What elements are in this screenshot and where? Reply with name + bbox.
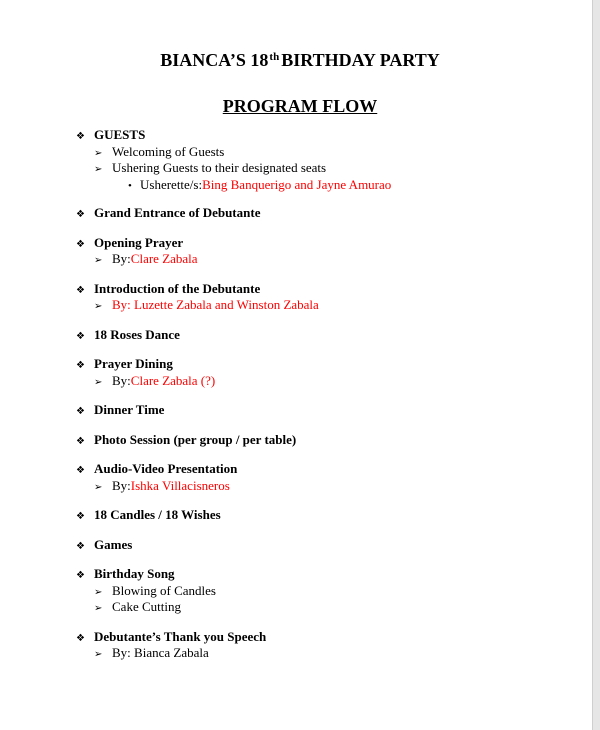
item-title: 18 Roses Dance <box>94 326 180 342</box>
program-item-games <box>76 538 576 555</box>
diamond-bullet-icon: ❖ <box>76 465 85 476</box>
diamond-bullet-icon: ❖ <box>76 632 85 644</box>
item-title: Grand Entrance of Debutante <box>94 205 261 220</box>
dot-bullet-icon: • <box>128 179 132 192</box>
arrow-bullet-icon: ➢ <box>94 586 103 598</box>
diamond-bullet-icon: ❖ <box>76 435 85 447</box>
item-title: Photo Session (per group / per table) <box>94 431 297 447</box>
sub-item: Ushering Guests to their designated seats <box>112 160 327 175</box>
usherette-names: Bing Banquerigo and Jayne Amurao <box>202 176 392 192</box>
item-title: Prayer Dining <box>94 356 173 371</box>
item-title: Audio-Video Presentation <box>94 461 238 476</box>
by-text: By: Bianca Zabala <box>112 645 209 660</box>
item-title: Debutante’s Thank you Speech <box>94 628 267 644</box>
sub-item: Cake Cutting <box>112 599 181 614</box>
arrow-bullet-icon: ➢ <box>94 376 103 388</box>
by-label: By: <box>112 477 131 493</box>
arrow-bullet-icon: ➢ <box>94 147 103 159</box>
arrow-bullet-icon: ➢ <box>94 603 103 614</box>
program-item-grand-entrance <box>76 206 576 223</box>
diamond-bullet-icon: ❖ <box>76 406 85 417</box>
usherette-label: Usherette/s: <box>140 176 203 192</box>
program-item-dinner <box>76 403 576 420</box>
item-title: Opening Prayer <box>94 234 184 250</box>
program-item-opening-prayer <box>76 236 576 269</box>
item-title: 18 Candles / 18 Wishes <box>94 507 221 522</box>
by-label: By: <box>112 372 131 388</box>
program-item-av <box>76 462 576 495</box>
diamond-bullet-icon: ❖ <box>76 570 85 581</box>
by-name: Clare Zabala (?) <box>130 372 216 388</box>
program-item-introduction <box>76 282 576 315</box>
program-item-speech <box>76 630 576 663</box>
arrow-bullet-icon: ➢ <box>94 164 103 175</box>
arrow-bullet-icon: ➢ <box>94 255 103 266</box>
ordinal-suffix: th <box>269 51 280 63</box>
item-title: Introduction of the Debutante <box>94 280 261 296</box>
program-list <box>76 128 576 663</box>
sub-item: Blowing of Candles <box>112 582 216 598</box>
document-title: BIANCA’S 18th BIRTHDAY PARTY <box>160 50 440 70</box>
by-text: By: Luzette Zabala and Winston Zabala <box>112 297 319 312</box>
diamond-bullet-icon: ❖ <box>76 360 85 371</box>
by-name: Clare Zabala <box>130 251 198 266</box>
diamond-bullet-icon: ❖ <box>76 284 85 296</box>
arrow-bullet-icon: ➢ <box>94 481 103 493</box>
program-item-prayer-dining <box>76 357 576 390</box>
program-item-song <box>76 567 576 617</box>
diamond-bullet-icon: ❖ <box>76 238 85 250</box>
diamond-bullet-icon: ❖ <box>76 330 85 342</box>
diamond-bullet-icon: ❖ <box>76 209 85 220</box>
document-subtitle: PROGRAM FLOW <box>222 96 378 116</box>
diamond-bullet-icon: ❖ <box>76 511 85 522</box>
sub-item: Welcoming of Guests <box>112 143 225 159</box>
item-title: Games <box>94 536 133 552</box>
item-title: Birthday Song <box>94 566 175 581</box>
item-title: GUESTS <box>94 127 146 142</box>
arrow-bullet-icon: ➢ <box>94 301 103 312</box>
diamond-bullet-icon: ❖ <box>76 540 85 552</box>
item-title: Dinner Time <box>94 402 165 417</box>
by-label: By: <box>112 251 131 266</box>
diamond-bullet-icon: ❖ <box>76 131 85 142</box>
arrow-bullet-icon: ➢ <box>94 649 103 660</box>
program-item-guests <box>76 128 576 193</box>
program-item-photo <box>76 433 576 450</box>
program-item-roses <box>76 328 576 345</box>
by-name: Ishka Villacisneros <box>130 477 230 493</box>
program-item-candles <box>76 508 576 525</box>
